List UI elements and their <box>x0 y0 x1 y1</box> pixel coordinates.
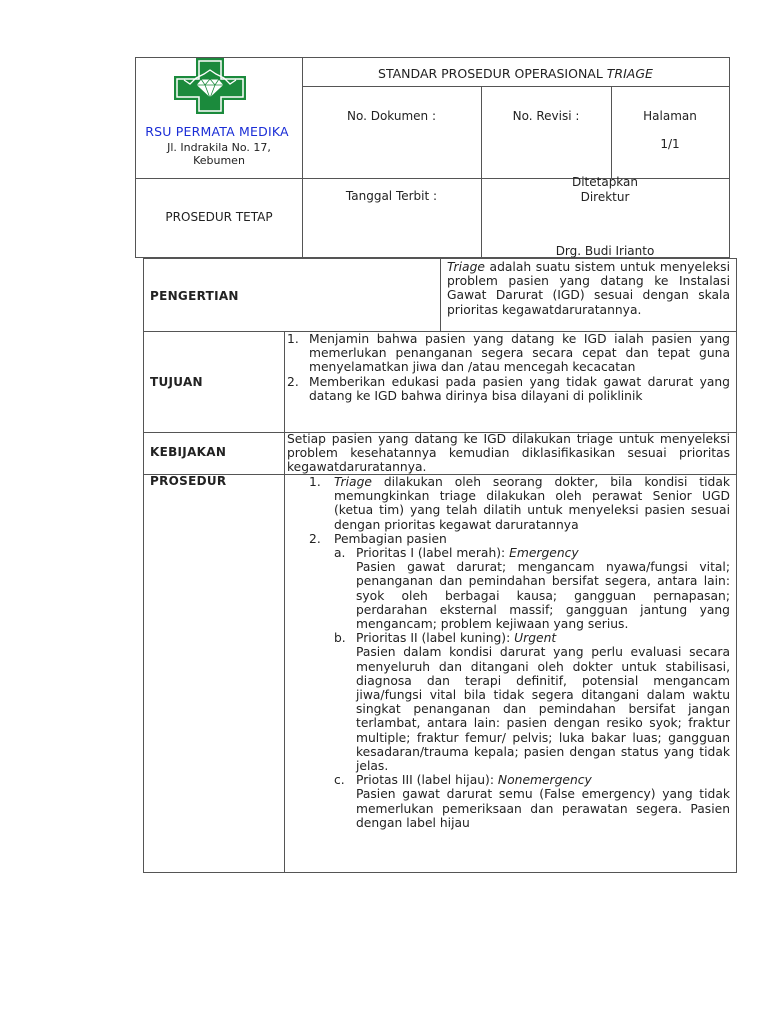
pengertian-label: PENGERTIAN <box>150 289 239 303</box>
prosedur-1-body: dilakukan oleh seorang dokter, bila kondisi tidak memungkinkan triage dilakukan oleh perawat Senior UGD (ketua tim) yang telah dilatih untuk menyeleksi pasien sesuai dengan prioritas kegawat daruratannya <box>334 475 730 532</box>
no-dokumen-label: No. Dokumen : <box>346 109 437 123</box>
pengertian-text <box>447 260 730 317</box>
ditetapkan-label: Ditetapkan <box>571 175 639 189</box>
sub-b-content <box>356 631 730 773</box>
tujuan-1-text: Menjamin bahwa pasien yang datang ke IGD ialah pasien yang memerlukan penanganan segera secara cepat dan tepat guna menyelamatkan jiwa dan /atau mencegah kecacatan <box>309 332 730 375</box>
title-italic: TRIAGE <box>606 66 653 81</box>
direktur-label: Direktur <box>580 190 630 204</box>
sop-content-table <box>143 258 737 873</box>
list-item <box>309 475 730 532</box>
sub-a-title-italic: Emergency <box>509 546 579 561</box>
prosedur-tetap: PROSEDUR TETAP <box>165 210 273 224</box>
direktur-name: Drg. Budi Irianto <box>555 244 655 258</box>
prosedur-1-text <box>334 475 730 532</box>
halaman-value: 1/1 <box>660 137 680 151</box>
halaman-label: Halaman <box>643 109 697 123</box>
sub-b-text: Pasien dalam kondisi darurat yang perlu evaluasi secara menyeluruh dan ditangani oleh dokter untuk stabilisasi, diagnosa dan terapi definitif, potensial mengancam jiwa/fungsi vital bila tidak segera ditangani dalam waktu singkat penanganan dan pemindahan bersifat jangan terlambat, antara lain: pasien dengan resiko syok; fraktur multiple; fraktur femur/ pelvis; luka bakar luas; gangguan kesadaran/trauma kepala; pasien dengan status yang tidak jelas. <box>356 645 730 774</box>
sub-a-content <box>356 546 730 631</box>
divider <box>284 331 285 872</box>
tanggal-terbit-label: Tanggal Terbit : <box>345 189 438 203</box>
header-table <box>135 57 730 258</box>
sub-c-title: Priotas III (label hijau): <box>356 773 498 788</box>
prosedur-2-num: 2. <box>309 531 321 546</box>
sub-a-text: Pasien gawat darurat; mengancam nyawa/fungsi vital; penanganan dan pemindahan bersifat segera, antara lain: syok oleh berbagai kausa; gangguan pernapasan; perdarahan eksternal massif; gangguan jantung yang mengancam; problem kejiwaan yang serius. <box>356 560 730 632</box>
page-title <box>302 66 729 81</box>
prosedur-2-text: Pembagian pasien <box>334 531 447 546</box>
sub-c-title-italic: Nonemergency <box>497 773 592 788</box>
list-item <box>287 332 730 375</box>
hospital-logo <box>174 58 246 114</box>
sub-c-content <box>356 773 730 830</box>
tujuan-list <box>287 332 730 403</box>
tujuan-label: TUJUAN <box>150 375 203 389</box>
divider <box>611 86 612 178</box>
prosedur-1-term: Triage <box>334 475 372 489</box>
prosedur-label: PROSEDUR <box>150 474 227 488</box>
tujuan-2-text: Memberikan edukasi pada pasien yang tidak gawat darurat yang datang ke IGD bahwa dirinya bisa dilayani di poliklinik <box>309 374 730 403</box>
list-item <box>309 546 730 631</box>
divider <box>302 58 303 257</box>
list-item <box>309 631 730 773</box>
prosedur-list <box>309 475 730 830</box>
sub-b-title-italic: Urgent <box>514 631 557 646</box>
sub-a-title: Prioritas I (label merah): <box>356 546 510 561</box>
prosedur-1-num: 1. <box>309 475 321 489</box>
hospital-address: Jl. Indrakila No. 17, Kebumen <box>167 141 271 167</box>
list-item <box>309 773 730 830</box>
list-item <box>287 375 730 403</box>
list-item <box>309 532 730 546</box>
kebijakan-label: KEBIJAKAN <box>150 445 227 459</box>
divider <box>302 86 729 87</box>
sub-a-letter: a. <box>334 546 346 561</box>
title-prefix: STANDAR PROSEDUR OPERASIONAL <box>378 66 603 81</box>
divider <box>440 259 441 331</box>
sub-c-text: Pasien gawat darurat semu (False emergency) yang tidak memerlukan pemeriksaan dan perawatan segera. Pasien dengan label hijau <box>356 787 730 830</box>
pengertian-definition: adalah suatu sistem untuk menyeleksi problem pasien yang datang ke Instalasi Gawat Darurat (IGD) sesuai dengan skala prioritas kegawatdaruratannya. <box>447 260 730 317</box>
hospital-name: RSU PERMATA MEDIKA <box>145 124 289 139</box>
kebijakan-text: Setiap pasien yang datang ke IGD dilakukan triage untuk menyeleksi problem kesehatannya kemudian diklasifikasikan sesuai prioritas kegawatdaruratannya. <box>287 432 730 475</box>
sub-b-letter: b. <box>334 631 346 646</box>
tujuan-2-num: 2. <box>287 374 299 389</box>
sub-b-title: Prioritas II (label kuning): <box>356 631 515 646</box>
sub-c-letter: c. <box>334 773 345 788</box>
pengertian-term: Triage <box>447 260 485 274</box>
no-revisi-label: No. Revisi : <box>512 109 580 123</box>
tujuan-1-num: 1. <box>287 332 299 346</box>
